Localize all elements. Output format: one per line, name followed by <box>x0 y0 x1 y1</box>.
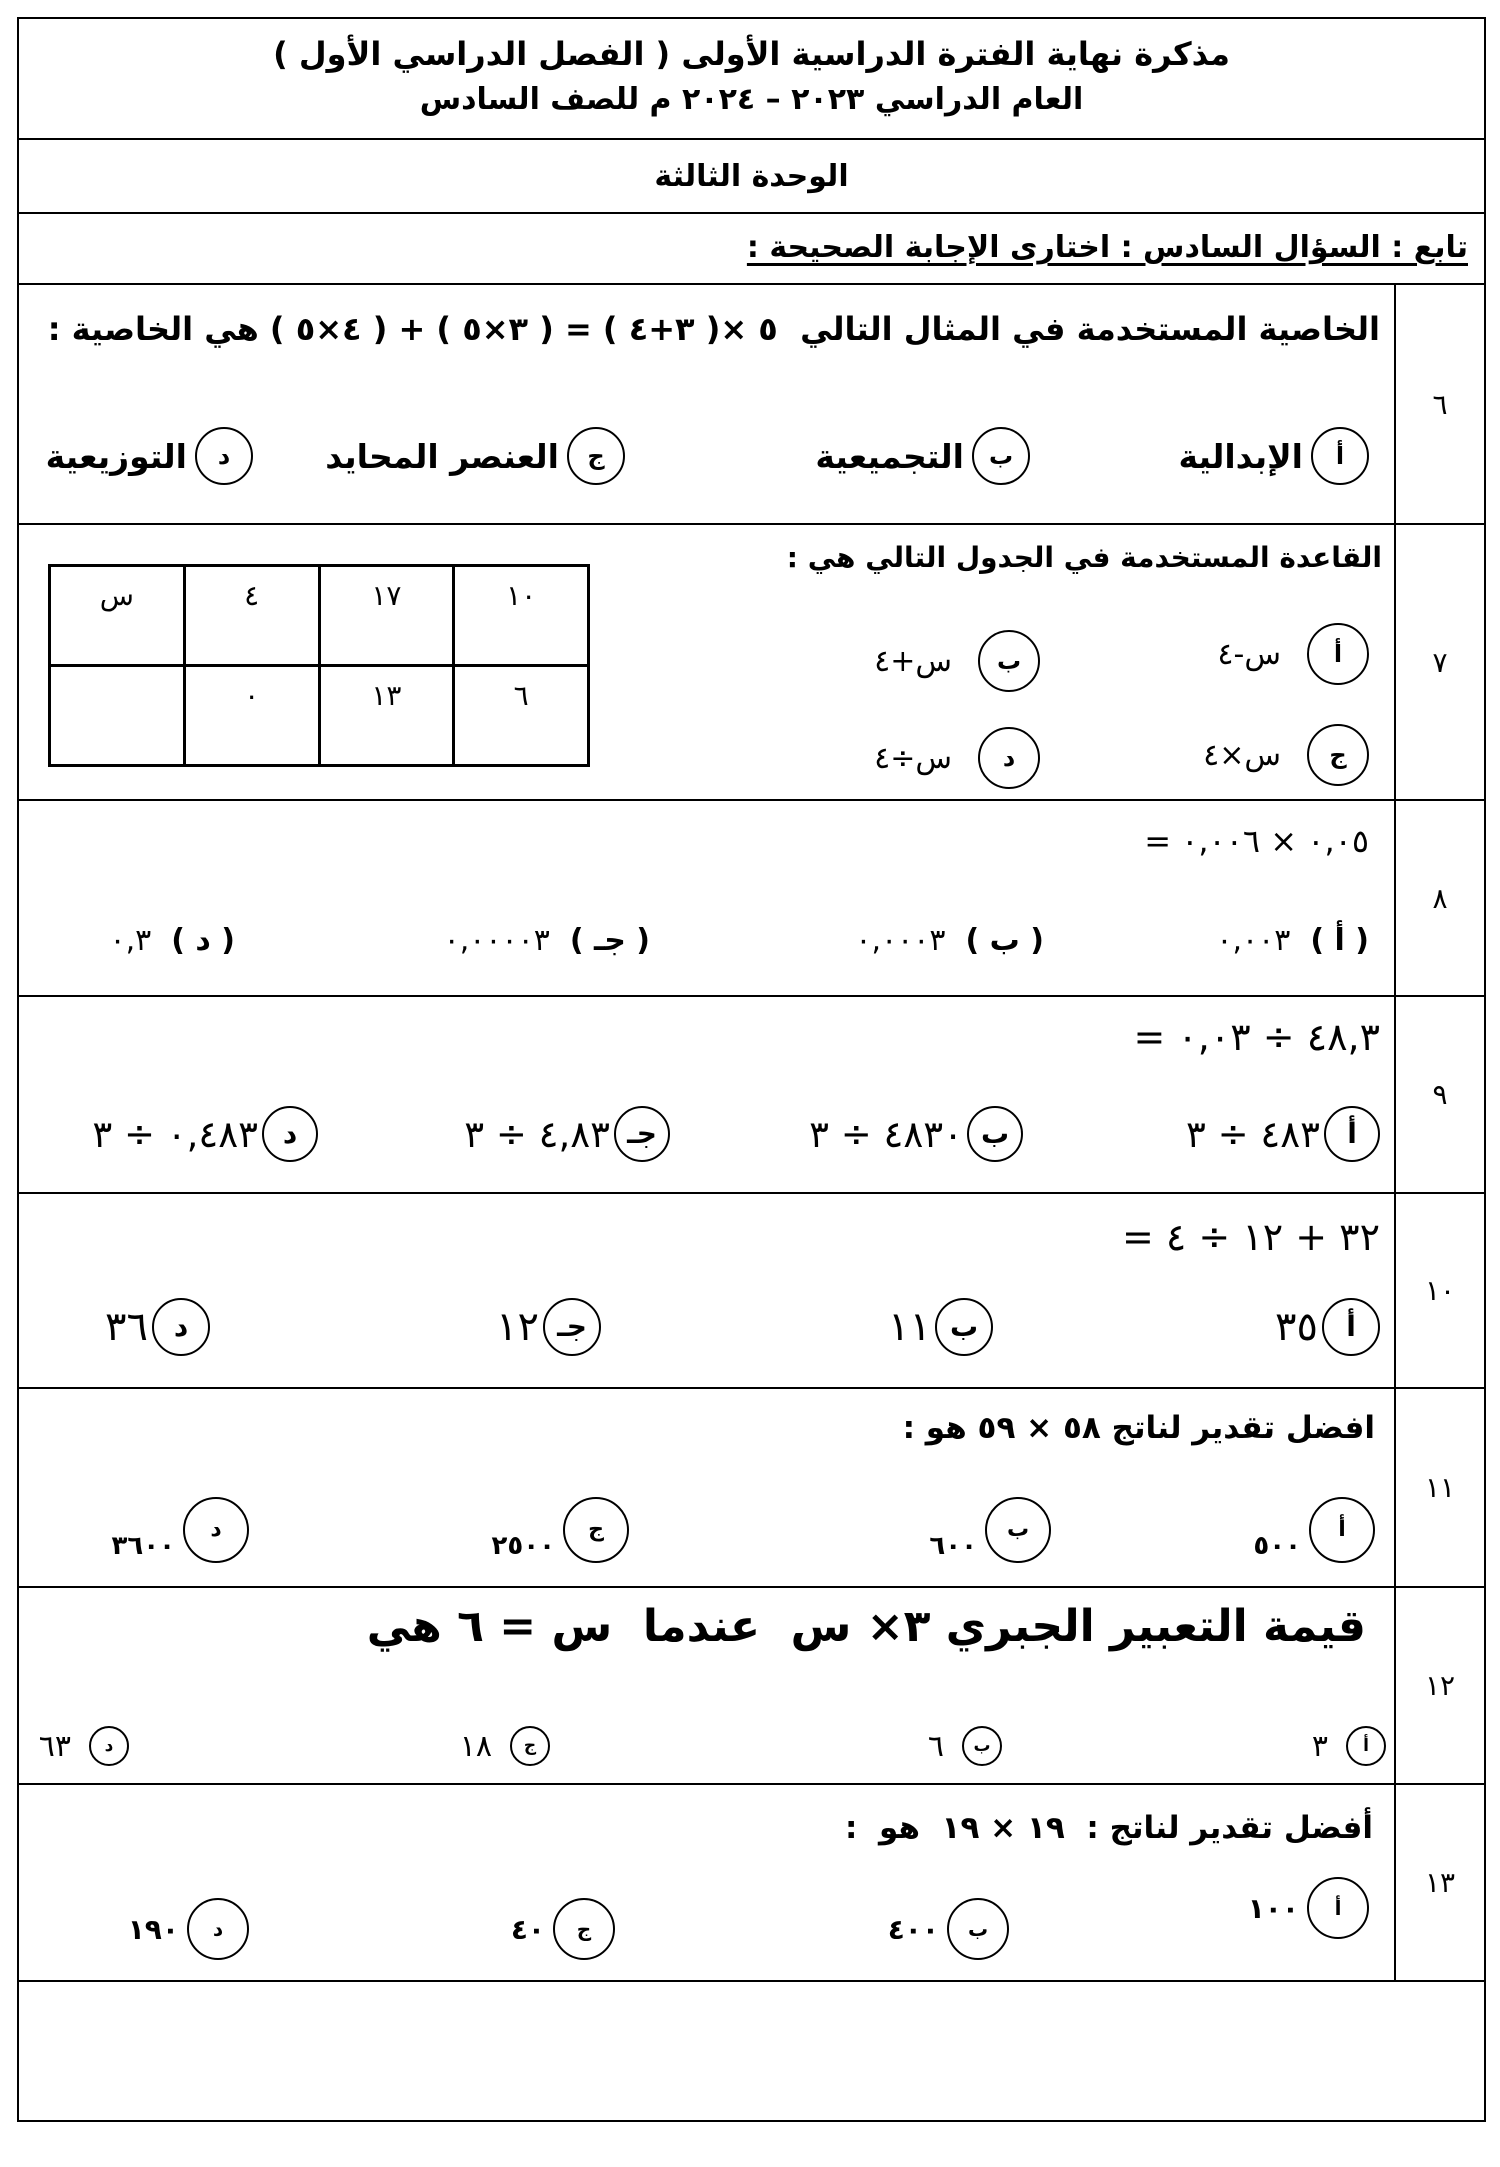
q9-option-c[interactable] <box>464 1106 670 1162</box>
q8-option-a[interactable] <box>1216 915 1369 965</box>
question-text: القاعدة المستخدمة في الجدول التالي هي : <box>786 541 1382 574</box>
option-text: ٣ <box>1311 1728 1328 1764</box>
instruction-text: تابع : السؤال السادس : اختارى الإجابة الصحيحة : <box>746 230 1468 265</box>
option-letter-circle: ج <box>553 1898 615 1960</box>
option-text: ٣٦٠٠ <box>111 1531 175 1561</box>
q13-option-d[interactable] <box>128 1898 249 1960</box>
option-text: ٢٥٠٠ <box>491 1531 555 1561</box>
table-cell: س <box>50 566 185 666</box>
q11-option-a[interactable] <box>1253 1494 1375 1563</box>
option-letter-label: ( ب ) <box>965 922 1044 958</box>
question-body <box>19 1194 1394 1387</box>
table-row <box>50 666 589 766</box>
option-letter-label: ( د ) <box>171 922 235 958</box>
question-text: أفضل تقدير لناتج : ١٩ × ١٩ هو : <box>845 1810 1373 1846</box>
option-text: س+٤ <box>874 643 952 679</box>
option-text: ٠,٣ <box>109 922 152 958</box>
option-text: التجميعية <box>815 436 964 476</box>
option-letter-circle: ج <box>567 427 625 485</box>
question-number: ٨ <box>1394 801 1484 995</box>
option-letter-circle: أ <box>1322 1298 1380 1356</box>
table-cell: ٠ <box>184 666 319 766</box>
table-cell: ٤ <box>184 566 319 666</box>
option-letter-circle: د <box>152 1298 210 1356</box>
option-letter-circle: جـ <box>543 1298 601 1356</box>
question-number: ٩ <box>1394 997 1484 1192</box>
q7-option-a[interactable] <box>1217 623 1369 685</box>
q12-option-a[interactable] <box>1312 1725 1386 1767</box>
q7-option-b[interactable] <box>874 630 1040 692</box>
option-text: س÷٤ <box>874 740 952 776</box>
option-text: س×٤ <box>1203 737 1281 773</box>
question-body <box>19 1389 1394 1586</box>
option-text: ٣٦ <box>105 1304 148 1350</box>
question-text: ٠,٠٥ × ٠,٠٠٦ = <box>1144 822 1369 860</box>
question-number: ٦ <box>1394 285 1484 523</box>
q6-option-b[interactable] <box>815 426 1030 486</box>
unit-heading: الوحدة الثالثة <box>654 158 849 194</box>
school-year: العام الدراسي ٢٠٢٣ – ٢٠٢٤ م للصف السادس <box>419 81 1084 117</box>
option-letter-circle: أ <box>1311 427 1369 485</box>
option-letter-circle: أ <box>1309 1497 1375 1563</box>
question-number: ٧ <box>1394 525 1484 799</box>
option-letter-circle: د <box>262 1106 318 1162</box>
table-cell: ١٧ <box>319 566 454 666</box>
option-text: الإبدالية <box>1178 436 1303 476</box>
option-letter-circle: ج <box>510 1726 550 1766</box>
option-letter-label: ( أ ) <box>1310 922 1369 958</box>
q9-option-d[interactable] <box>92 1106 318 1162</box>
option-letter-circle: ب <box>972 427 1030 485</box>
q11-option-d[interactable] <box>112 1494 249 1563</box>
q13-option-b[interactable] <box>888 1898 1009 1960</box>
q11-option-c[interactable] <box>492 1494 629 1563</box>
question-number: ١٣ <box>1394 1785 1484 1980</box>
question-13-row <box>19 1785 1484 1982</box>
question-6-row <box>19 285 1484 525</box>
question-body <box>19 1588 1394 1783</box>
option-letter-circle: ب <box>962 1726 1002 1766</box>
option-letter-circle: ب <box>947 1898 1009 1960</box>
option-letter-circle: د <box>187 1898 249 1960</box>
option-text: العنصر المحايد <box>325 436 559 476</box>
option-text: س-٤ <box>1217 636 1281 672</box>
q10-option-a[interactable] <box>1275 1298 1380 1356</box>
option-text: ٤٠٠ <box>887 1912 939 1946</box>
question-12-row <box>19 1588 1484 1785</box>
option-letter-circle: د <box>183 1497 249 1563</box>
question-body <box>19 285 1394 523</box>
header-title-block <box>19 19 1484 140</box>
empty-row <box>19 1982 1484 2120</box>
table-cell <box>50 666 185 766</box>
q12-option-d[interactable] <box>39 1725 129 1767</box>
q8-option-c[interactable] <box>444 915 650 965</box>
table-cell: ١٣ <box>319 666 454 766</box>
question-body <box>19 525 1394 799</box>
question-text: قيمة التعبير الجبري ٣× س عندما س = ٦ هي <box>366 1601 1366 1652</box>
option-text: ١٩٠ <box>127 1912 179 1946</box>
question-text: ٣٢ + ١٢ ÷ ٤ = <box>1122 1215 1380 1259</box>
question-text: ٤٨,٣ ÷ ٠,٠٣ = <box>1133 1015 1380 1059</box>
option-text: ٤٠ <box>510 1912 545 1946</box>
option-letter-circle: أ <box>1324 1106 1380 1162</box>
q8-option-b[interactable] <box>855 915 1044 965</box>
q10-option-b[interactable] <box>888 1298 993 1356</box>
unit-heading-row <box>19 140 1484 214</box>
table-cell: ١٠ <box>454 566 589 666</box>
q6-option-d[interactable] <box>46 426 253 486</box>
q10-option-d[interactable] <box>105 1298 210 1356</box>
option-text: ٥٠٠ <box>1253 1531 1301 1561</box>
option-letter-circle: ب <box>978 630 1040 692</box>
question-body <box>19 801 1394 995</box>
option-letter-circle: ب <box>985 1497 1051 1563</box>
worksheet <box>17 17 1486 2122</box>
option-text: ١٨ <box>459 1728 492 1764</box>
option-letter-label: ( جـ ) <box>569 922 650 958</box>
option-letter-circle: أ <box>1307 1877 1369 1939</box>
question-body <box>19 997 1394 1192</box>
option-text: ٠,٠٠٣ <box>1216 922 1291 958</box>
q6-option-c[interactable] <box>325 426 625 486</box>
option-letter-circle: د <box>195 427 253 485</box>
option-letter-circle: ج <box>563 1497 629 1563</box>
option-text: ٠,٠٠٠٠٣ <box>443 922 550 958</box>
option-text: ١١ <box>888 1304 931 1350</box>
q11-option-b[interactable] <box>929 1494 1051 1563</box>
option-text: ٠,٠٠٠٣ <box>855 922 946 958</box>
question-text: افضل تقدير لناتج ٥٨ × ٥٩ هو : <box>902 1410 1375 1446</box>
option-text: ٦ <box>927 1728 944 1764</box>
q13-option-c[interactable] <box>511 1898 615 1960</box>
option-letter-circle: أ <box>1346 1726 1386 1766</box>
option-letter-circle: ب <box>935 1298 993 1356</box>
question-number: ١١ <box>1394 1389 1484 1586</box>
option-text: ٠,٤٨٣ ÷ ٣ <box>92 1112 258 1156</box>
rule-table <box>48 564 590 767</box>
q9-option-b[interactable] <box>809 1106 1023 1162</box>
question-text: الخاصية المستخدمة في المثال التالي ٥ ×( ٣+٤ ) = ( ٣×٥ ) + ( ٤×٥ ) هي الخاصية : <box>47 310 1380 348</box>
option-text: ٦٣ <box>38 1728 71 1764</box>
q7-option-c[interactable] <box>1203 724 1369 786</box>
q10-option-c[interactable] <box>496 1298 601 1356</box>
option-text: ٤,٨٣ ÷ ٣ <box>464 1112 610 1156</box>
q7-option-d[interactable] <box>874 727 1040 789</box>
q12-option-c[interactable] <box>460 1725 550 1767</box>
question-body <box>19 1785 1394 1980</box>
question-7-row <box>19 525 1484 801</box>
option-text: ١٠٠ <box>1247 1891 1299 1925</box>
page-title: مذكرة نهاية الفترة الدراسية الأولى ( الفصل الدراسي الأول ) <box>273 34 1230 73</box>
option-letter-circle: د <box>89 1726 129 1766</box>
q6-option-a[interactable] <box>1178 426 1369 486</box>
q8-option-d[interactable] <box>110 915 235 965</box>
question-number: ١٢ <box>1394 1588 1484 1783</box>
question-number: ١٠ <box>1394 1194 1484 1387</box>
option-letter-circle: أ <box>1307 623 1369 685</box>
q12-option-b[interactable] <box>928 1725 1002 1767</box>
option-text: ١٢ <box>496 1304 539 1350</box>
option-letter-circle: ج <box>1307 724 1369 786</box>
question-9-row <box>19 997 1484 1194</box>
question-10-row <box>19 1194 1484 1389</box>
option-text: التوزيعية <box>45 436 187 476</box>
table-row <box>50 566 589 666</box>
option-text: ٤٨٣ ÷ ٣ <box>1185 1112 1320 1156</box>
question-11-row <box>19 1389 1484 1588</box>
question-8-row <box>19 801 1484 997</box>
option-letter-circle: د <box>978 727 1040 789</box>
q9-option-a[interactable] <box>1186 1106 1380 1162</box>
table-cell: ٦ <box>454 666 589 766</box>
option-letter-circle: ب <box>967 1106 1023 1162</box>
q13-option-a[interactable] <box>1248 1877 1369 1939</box>
option-text: ٤٨٣٠ ÷ ٣ <box>809 1112 963 1156</box>
option-letter-circle: جـ <box>614 1106 670 1162</box>
instruction-row <box>19 214 1484 285</box>
option-text: ٣٥ <box>1275 1304 1318 1350</box>
option-text: ٦٠٠ <box>929 1531 977 1561</box>
